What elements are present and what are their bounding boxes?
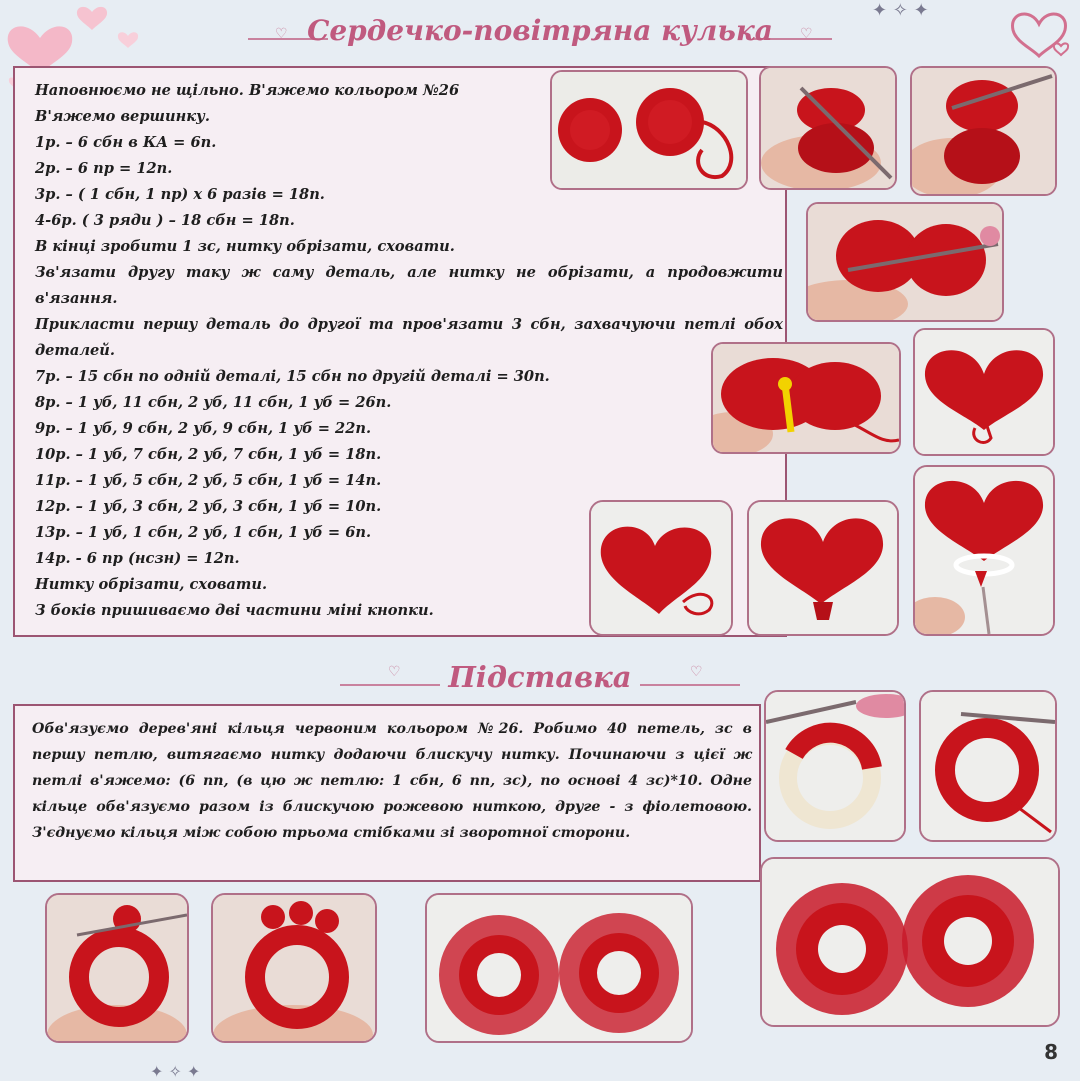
photo-joined-domes — [806, 202, 1004, 322]
bottom-sparkle-decoration: ✦ ✧ ✦ — [150, 1062, 201, 1081]
section-title-stand: Підставка — [448, 660, 632, 694]
photo-domes-side-view — [910, 66, 1057, 196]
photo-ring-edging-progress — [211, 893, 377, 1043]
photo-heart-with-loop — [589, 500, 733, 636]
photo-two-crochet-domes — [550, 70, 748, 190]
title-heart-icon: ♡ — [800, 26, 813, 42]
photo-heart-from-above — [913, 328, 1055, 456]
photo-two-lace-rings — [760, 857, 1060, 1027]
instruction-line: 7р. – 15 сбн по одній деталі, 15 сбн по другій деталі = 30п. — [35, 368, 550, 385]
page-number: 8 — [1044, 1040, 1058, 1064]
instruction-line: Прикласти першу деталь до другої та пров'язати 3 сбн, захвачуючи петлі обох деталей. — [35, 316, 783, 359]
instruction-line: 3р. – ( 1 сбн, 1 пр) х 6 разів = 18п. — [35, 186, 325, 203]
photo-two-rings-flat — [425, 893, 693, 1043]
photo-ring-edging-start — [45, 893, 189, 1043]
instruction-line: 2р. – 6 пр = 12п. — [35, 160, 173, 177]
title-heart-icon: ♡ — [275, 26, 288, 42]
section-title-heart-balloon: Сердечко-повітряна кулька — [307, 14, 773, 47]
stand-instructions-text: Обв'язуємо дерев'яні кільця червоним кольором №26. Робимо 40 петель, зс в першу петлю, витягаємо нитку додаючи блискучу нитку. Починаючи з цієї ж петлі в'яжемо: (6 пп, (в цю ж петлю: 1 сбн, 6 пп, зс), по основі 4 зс)*10. Одне кільце обв'язуємо разом із блискучою рожевою ниткою, друге - з фіолетовою. З'єднуємо кільця між собою трьома стібками зі зворотної сторони. — [32, 721, 752, 841]
photo-ring-wrapping — [764, 690, 906, 842]
photo-joining-domes-hook — [759, 66, 897, 190]
instruction-line: В кінці зробити 1 зс, нитку обрізати, сховати. — [35, 238, 455, 255]
photo-heart-balloon-tied — [913, 465, 1055, 636]
instruction-line: Зв'язати другу таку ж саму деталь, але нитку не обрізати, а продовжити в'язання. — [35, 264, 783, 307]
sparkle-decoration: ✦ ✧ ✦ — [872, 0, 929, 21]
title-heart-icon: ♡ — [388, 664, 401, 680]
title-heart-icon: ♡ — [690, 664, 703, 680]
instruction-line: 9р. – 1 уб, 9 сбн, 2 уб, 9 сбн, 1 уб = 22п. — [35, 420, 372, 437]
instructions-panel-stand — [13, 704, 761, 882]
instruction-line: 8р. – 1 уб, 11 сбн, 2 уб, 11 сбн, 1 уб = 26п. — [35, 394, 392, 411]
photo-stitch-marker — [711, 342, 901, 454]
instruction-line: Нитку обрізати, сховати. — [35, 576, 268, 593]
instruction-line: 11р. – 1 уб, 5 сбн, 2 уб, 5 сбн, 1 уб = 14п. — [35, 472, 382, 489]
instruction-line: В'яжемо вершинку. — [35, 108, 210, 125]
instruction-line: 12р. – 1 уб, 3 сбн, 2 уб, 3 сбн, 1 уб = 10п. — [35, 498, 382, 515]
instruction-line: З боків пришиваємо дві частини міні кнопки. — [35, 602, 434, 619]
photo-ring-wrapped — [919, 690, 1057, 842]
instruction-line: 13р. – 1 уб, 1 сбн, 2 уб, 1 сбн, 1 уб = 6п. — [35, 524, 372, 541]
instruction-line: Наповнюємо не щільно. В'яжемо кольором №26 — [35, 82, 460, 99]
photo-heart-balloon-knot — [747, 500, 899, 636]
instruction-line: 10р. – 1 уб, 7 сбн, 2 уб, 7 сбн, 1 уб = 18п. — [35, 446, 382, 463]
instruction-line: 1р. – 6 сбн в КА = 6п. — [35, 134, 217, 151]
instruction-line: 4-6р. ( 3 ряди ) – 18 сбн = 18п. — [35, 212, 295, 229]
instruction-line: 14р. - 6 пр (нсзн) = 12п. — [35, 550, 240, 567]
